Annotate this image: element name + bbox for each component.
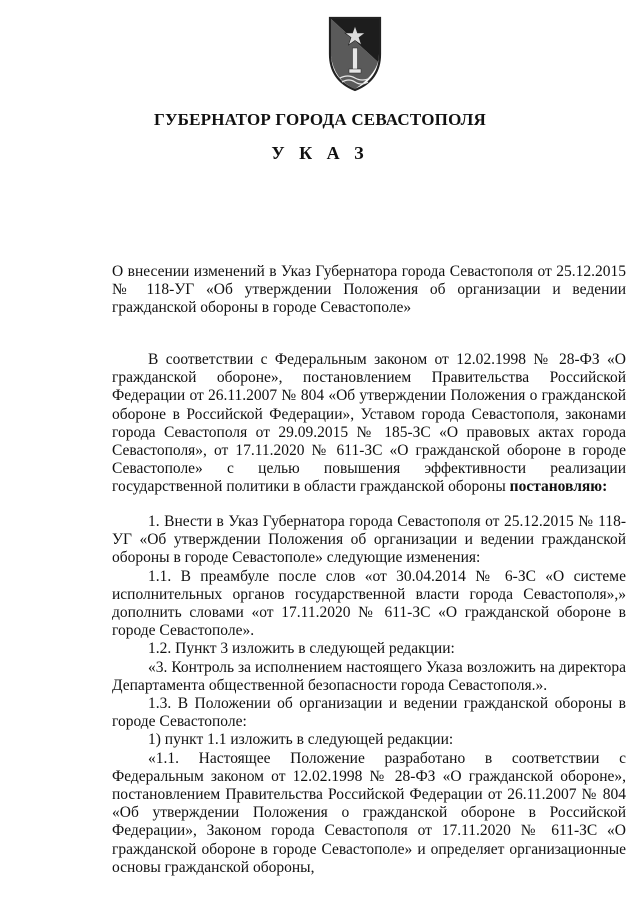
paragraph-1-2-text: «3. Контроль за исполнением настоящего Указа возложить на директора Департамента общественной безопасности города Севастополя.».: [112, 658, 626, 694]
paragraph-1-1-new-text: «1.1. Настоящее Положение разработано в соответствии с Федеральным законом от 12.02.1998 № 28-ФЗ «О гражданской обороне», постановлением Правительства Российской Федерации от 26.11.2007 № 804 «Об утверждении Положения о гражданской обороне в Российской Федерации», Законом города Севастополя от 17.11.2020 № 611-ЗС «О гражданской обороне в городе Севастополе» и определяет организационные основы гражданской обороны,: [112, 749, 626, 876]
paragraph-1-2: 1.2. Пункт 3 изложить в следующей редакции:: [148, 640, 455, 658]
paragraph-1-3: 1.3. В Положении об организации и ведении гражданской обороны в городе Севастополе:: [112, 695, 626, 731]
decree-body: [112, 513, 626, 877]
document-type-title: У К А З: [271, 143, 369, 163]
issuing-authority-title: ГУБЕРНАТОР ГОРОДА СЕВАСТОПОЛЯ: [153, 110, 486, 129]
sevastopol-coat-of-arms-icon: [326, 14, 384, 92]
decree-subject: О внесении изменений в Указ Губернатора города Севастополя от 25.12.2015 № 118-УГ «Об утверждении Положения об организации и ведении гражданской обороны в городе Севастополе»: [112, 263, 626, 317]
paragraph-1-1: 1.1. В преамбуле после слов «от 30.04.2014 № 6-ЗС «О системе исполнительных органов государственной власти города Севастополя»,» дополнить словами «от 17.11.2020 № 611-ЗС «О гражданской обороне в городе Севастополе».: [112, 567, 626, 640]
decree-preamble: [112, 351, 626, 497]
paragraph-1: 1. Внести в Указ Губернатора города Севастополя от 25.12.2015 № 118-УГ «Об утверждении Положения об организации и ведении гражданской обороны в городе Севастополе» следующие изменения:: [112, 513, 626, 567]
paragraph-1-3-item-1: 1) пункт 1.1 изложить в следующей редакции:: [148, 731, 454, 749]
decree-word: постановляю:: [509, 478, 608, 496]
preamble-text: В соответствии с Федеральным законом от 12.02.1998 № 28-ФЗ «О гражданской обороне», постановлением Правительства Российской Федерации от 26.11.2007 № 804 «Об утверждении Положения о гражданской обороне в Российской Федерации», Уставом города Севастополя, законами города Севастополя от 29.09.2015 № 185-ЗС «О правовых актах города Севастополя», от 17.11.2020 № 611-ЗС «О гражданской обороне в городе Севастополе» с целью повышения эффективности реализации государственной политики в области гражданской обороны: [112, 351, 626, 496]
